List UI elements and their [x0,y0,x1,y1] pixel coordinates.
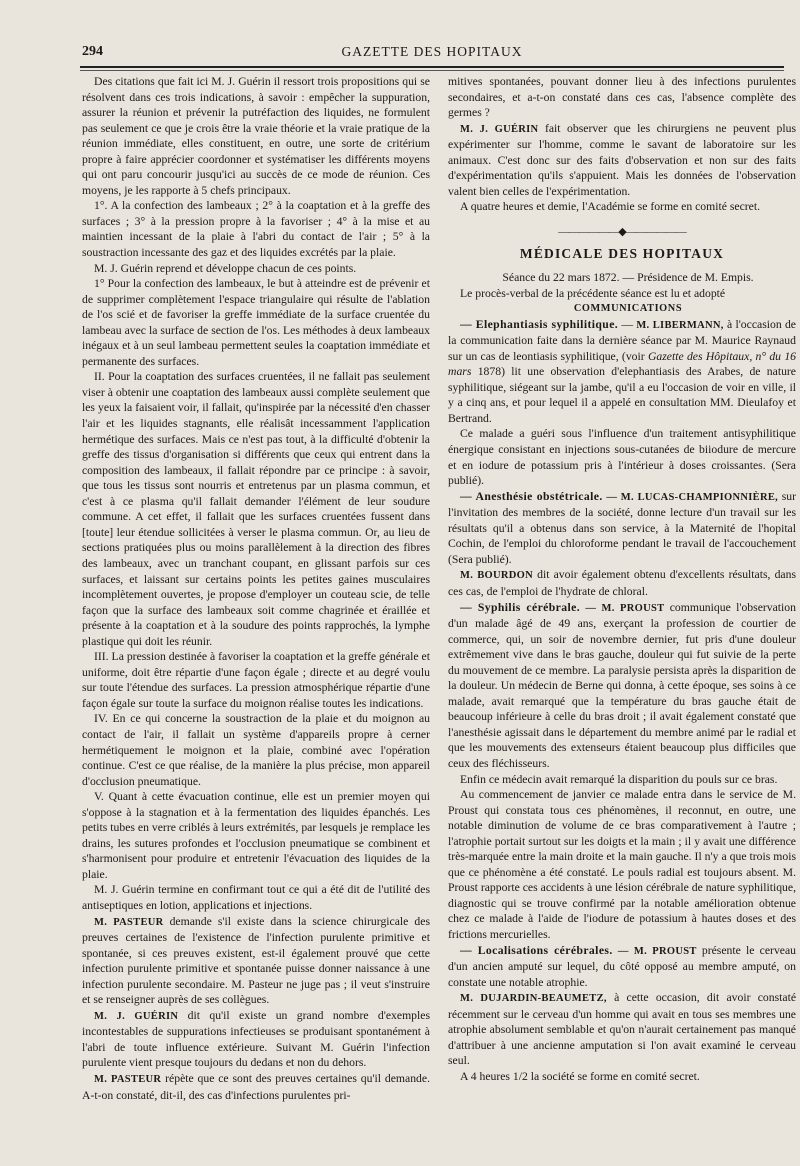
paragraph [448,600,796,772]
speaker-name: M. J. GUÉRIN [94,1010,179,1022]
left-column [82,74,430,1103]
paragraph: Des citations que fait ici M. J. Guérin il ressort trois propositions qui se résolvent dans ces trois indications, à savoir : empêcher la suppuration, assurer la réunion et prévenir la putréfaction des liquides, ne formulent pas seulement ce que je crois être la vraie théorie et la vraie pratique de la réunion immédiate, elles constituent, en outre, une sorte de critérium propre à faire apprécier coordonner et systématiser les différents moyens qui ont paru concourir jusqu'ici au succès de ce mode de réunion. Ces moyens, je les rapporte à 5 chefs principaux. [82,75,430,197]
topic-heading: — Anesthésie obstétricale. [460,489,603,503]
speaker-text: dit qu'il existe un grand nombre d'exemples incontestables de suppurations infectieuses se produisant spontanément à l'abri de toute influence extérieure. Suivant M. Guérin l'infection purulente vient presque toujours du dedans et non du dehors. [82,1008,431,1070]
header-rule [80,66,784,68]
paragraph: 1°. A la confection des lambeaux ; 2° à la coaptation et à la greffe des surfaces ; 3° à la pression propre à la favoriser ; 4° à la mise et au maintien incessant de la plaie à l'abri du contact de l'air ; 5° à la soustraction incessante des gaz et des liquides excrétés par la plaie. [82,199,430,260]
paragraph [82,1008,430,1071]
speaker-name: M. PASTEUR [94,1074,162,1085]
speaker-text: 1878) lit une observation d'elephantiasis des Arabes, de nature syphilitique, siégeant sur la jambe, qu'il a eu l'occasion de voir en ville, il y a cinq ans, et pour lequel il a appelé en consultation MM. Dieulafoy et Bertrand. [448,365,796,425]
paragraph: III. La pression destinée à favoriser la coaptation et la greffe générale et uniforme, doit être répartie d'une façon égale ; directe et au degré voulu sur toute l'étendue des surfaces. La pression atmosphérique répartie d'une façon égale sur toute la surface du moignon réalise toutes les indications. [82,650,430,710]
communications-heading: COMMUNICATIONS [573,303,683,315]
topic-heading: — Syphilis cérébrale. [460,600,581,614]
paragraph: Au commencement de janvier ce malade entra dans le service de M. Proust qui constata tous ces phénomènes, il reconnut, en outre, une notable diminution de volume de ce bras comparativement à l'autre ; l'atrophie portait surtout sur les doigts et la main ; il y avait une différence très-marquée entre la main droite et la main gauche. Il n'y a que trois mois que ce phénomène a été constaté. Le pouls radial est toujours absent. M. Proust rapporte ces accidents à une lésion cérébrale de nature syphilitique, diagnostic qui se trouve confirmé par la notable amélioration obtenue chez ce malade à l'aide de l'iodure de potassium à hautes doses et des frictions mercurielles. [448,788,796,941]
paragraph: mitives spontanées, pouvant donner lieu à des infections purulentes secondaires, et a-t-on constaté dans ces cas, l'absence complète des germes ? [448,75,796,120]
speaker-name: M. BOURDON [460,570,534,582]
speaker-text: demande s'il existe dans la science chirurgicale des preuves certaines de l'existence de l'infection purulente primitive et spontanée, si ces preuves existent, est-il également prouvé que cette infection purulente primitive et spontanée puisse donner naissance à une infection purulente secondaire. M. Pasteur ne juge pas ; il veut s'instruire et se renseigner auprès de ses collègues. [82,914,430,1007]
section-title: MÉDICALE DES HOPITAUX [519,246,725,262]
page-header [80,44,784,66]
speaker-name: — M. PROUST [617,945,697,957]
speaker-text: dit avoir également obtenu d'excellents résultats, dans ces cas, de l'emploi de l'hydrate de chloral. [448,568,796,598]
paragraph [448,943,796,991]
paragraph: M. J. Guérin reprend et développe chacun de ces points. [94,261,357,275]
paragraph: 1° Pour la confection des lambeaux, le but à atteindre est de prévenir et de supprimer complètement l'espace triangulaire qui résulte de l'ablation de l'os scié et de favoriser la greffe immédiate de la surface cruentée du lambeau avec la surface de section de l'os. Les méthodes à deux lambeaux inégaux et à un seul lambeau permettent seules la coaptation immédiate et permanente des surfaces. [82,277,430,368]
paragraph: — Elephantiasis syphilitique. — M. LIBERMANN, à l'occasion de la communication faite dans la dernière séance par M. Maurice Raynaud sur un cas de leontiasis syphilitique, (voir Gazette des Hôpitaux, n° du 16 mars 1878) lit une observation d'elephantiasis des Arabes, de nature syphilitique, siégeant sur la jambe, qu'il a eu l'occasion de voir en ville, il y a cinq ans, et pour lequel il a appelé en consultation MM. Dieulafoy et Bertrand. [448,317,797,425]
paragraph [82,1071,430,1103]
speaker-name: M. PASTEUR [94,916,164,928]
speaker-name: M. LIBERMANN, [636,319,724,331]
paragraph: Ce malade a guéri sous l'influence d'un traitement antisyphilitique énergique consistant en injections sous-cutanées de biiodure de mercure et en iodure de potassium pris à l'intérieur à doses croissantes. (Sera publié). [448,427,796,488]
speaker-text: sur l'invitation des membres de la société, donne lecture d'un travail sur les résultats qu'il a obtenus dans son service, à la Maternité de l'hopital Cochin, de l'emploi du chloroforme pendant le travail de l'accouchement (Sera publié). [448,489,797,566]
speaker-text: à l'occasion de la communication faite dans la dernière séance par M. Maurice Raynaud sur un cas de leontiasis syphilitique, (voir [448,317,796,363]
paragraph: V. Quant à cette évacuation continue, elle est un premier moyen qui s'oppose à la stagnation et à la fermentation des liquides épanchés. Les petits tubes en verre criblés à leurs extrémités, par lesquels je remplace les drains, les sutures profondes et l'occlusion pneumatique se combinent et s'harmonisent pour produire et entretenir l'évacuation des liquides de la plaie. [82,790,430,881]
paragraph [448,990,796,1069]
paragraph: II. Pour la coaptation des surfaces cruentées, il ne fallait pas seulement viser à obtenir une coaptation des lambeaux aussi complète seulement que les yeux la faisaient voir, il fallait, qu'inspirée par la nécessité d'en chasser l'air et les liquides stagnants, elle réalisât incessamment l'application hermétique des surfaces. Mais ce n'est pas tout, à la difficulté d'obtenir la greffe des tissus d'organisation si différents que ceux qui entrent dans la composition des lambeaux, il fallait répondre par ce principe : à savoir, que tous les tissus sont nourris et entretenus par un plasma commun, et c'est à ce plasma qu'il fallait demander l'élément de leur soudure commune. A cet effet, il fallait que les surfaces cruentées fussent dans [toute] leur étendue sollicitées à verser le plasma commun. Or, au lieu de sections pratiquées plus ou moins parallèlement à la direction des fibres des lambeaux, avec un tranchant coupant, en glissant parfois sur ces surfaces, et laissant sur certains points les petites gaines musculaires incomplètement ouvertes, je propose d'employer un couteau scie, de telle façon que la surface des lambeaux soit comme chagrinée et éraillée et présente à la coaptation et à la soudure des points rapprochés, la lymphe plastique qui doit les réunir. [82,370,430,648]
speaker-name: — M. PROUST [585,602,665,614]
topic-heading: — Localisations cérébrales. [460,943,613,957]
paragraph: IV. En ce qui concerne la soustraction de la plaie et du moignon au contact de l'air, il fallait un système d'appareils propre à cerner hermétiquement le moignon et la plaie, combiné avec l'opération continue. C'est ce que réalise, de la manière la plus précise, mon appareil d'occlusion pneumatique. [82,712,430,788]
speaker-text: répète que ce sont des preuves certaines qu'il demande. A-t-on constaté, dit-il, des cas d'infections purulentes pri- [82,1072,430,1102]
speaker-name: — M. LUCAS-CHAMPIONNIÈRE, [606,491,779,503]
speaker-name: M. DUJARDIN-BEAUMETZ, [460,993,607,1005]
paragraph [448,121,796,200]
session-line: Séance du 22 mars 1872. — Présidence de M. Empis. [502,271,754,285]
running-title: GAZETTE DES HOPITAUX [341,44,523,59]
speaker-name: M. J. GUÉRIN [460,123,539,135]
paragraph [448,489,796,568]
header-rule-thin [80,70,784,71]
section-separator: ——————◆—————— [558,225,686,238]
paragraph: A 4 heures 1/2 la société se forme en comité secret. [460,1069,700,1083]
speaker-text: présente le cerveau d'un ancien amputé sur lequel, du côté opposé au membre amputé, on constate une notable atrophie. [448,943,797,989]
paragraph: M. J. Guérin termine en confirmant tout ce qui a été dit de l'utilité des antiseptiques en lotion, applications et injections. [82,883,430,912]
paragraph: Enfin ce médecin avait remarqué la disparition du pouls sur ce bras. [460,772,778,786]
page-number: 294 [82,44,103,59]
topic-heading: — Elephantiasis syphilitique. [460,317,619,331]
paragraph: Le procès-verbal de la précédente séance est lu et adopté [460,286,726,300]
speaker-text: à cette occasion, dit avoir constaté récemment sur le cerveau d'un homme qui avait en tous ses membres une atrophie absolument semblable et qu'on n'aurait certainement pas manqué d'attribuer à une ancienne amputation si l'on avait examiné le cerveau seul. [448,991,797,1068]
paragraph [448,567,796,599]
citation: Gazette des Hôpitaux, n° du 16 mars [448,349,797,379]
paragraph [82,914,430,1008]
speaker-text: communique l'observation d'un malade âgé de 49 ans, exerçant la profession de courtier de commerce, qui, un soir de novembre dernier, fut pris d'une douleur extrêmement vive dans le bras gauche, douleur qui fut suivie de la perte du mouvement de ce membre. La paralysie persista après la disparition de la douleur. Un médecin de Berne qui donna, à cette époque, ses soins à ce malade, avait remarqué que la température du bras gauche était de beaucoup inférieure à celle du bras droit ; il avait également constaté que l'anesthésie agissait dans le département du membre animé par le radial et que les mouvements des extenseurs étaient beaucoup plus difficiles que ceux des fléchisseurs. [448,600,796,770]
right-column [448,74,796,1084]
speaker-text: fait observer que les chirurgiens ne peuvent plus expérimenter sur l'homme, comme le savant de laboratoire sur les animaux. C'est donc sur des faits d'observation et non sur des faits d'expérimentation qu'ils s'appuient. Mais les données de l'observation valent bien celles de l'expérimentation. [448,121,797,198]
paragraph: A quatre heures et demie, l'Académie se forme en comité secret. [460,200,761,214]
